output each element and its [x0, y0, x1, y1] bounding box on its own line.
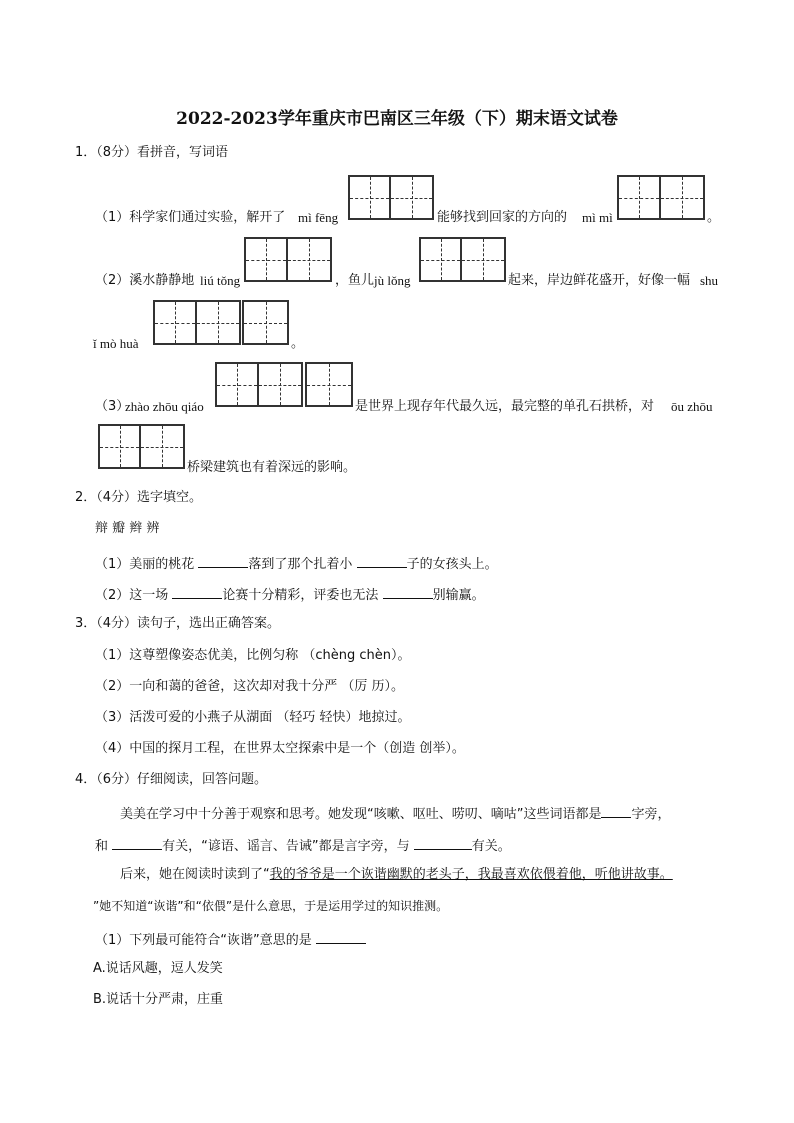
- question-4-header: 4．（6分）仔细阅读，回答问题。: [75, 772, 268, 787]
- q4-paragraph-2-line-2: ”她不知道“诙谐”和“依偎”是什么意思，于是运用学过的知识推测。: [93, 899, 449, 913]
- question-2-header: 2．（4分）选字填空。: [75, 490, 203, 505]
- q3-sentence-1: （1）这尊塑像姿态优美，比例匀称 （chèng chèn）。: [95, 648, 411, 663]
- answer-blank[interactable]: [601, 804, 631, 818]
- answer-blank[interactable]: [357, 554, 407, 568]
- q1-part3-pinyin-2: ōu zhōu: [671, 399, 713, 414]
- q1-part2-pinyin-1: liú tǒng: [200, 273, 241, 288]
- q3-sentence-2: （2）一向和蔼的爸爸，这次却对我十分严 （厉 历）。: [95, 679, 405, 694]
- q1-part2-text-b: ，鱼儿: [335, 273, 375, 288]
- q1-part1-text-a: （1）科学家们通过实验，解开了: [95, 210, 286, 225]
- q2-character-options: 辩 瓣 辫 辨: [95, 521, 160, 536]
- q1-part2-end: 。: [291, 336, 305, 351]
- writing-grid[interactable]: [348, 175, 434, 220]
- q1-part3-text-b: 是世界上现存年代最久远，最完整的单孔石拱桥，对: [355, 399, 655, 414]
- answer-blank[interactable]: [383, 585, 433, 599]
- q1-part1-end: 。: [707, 210, 721, 225]
- q3-sentence-4: （4）中国的探月工程，在世界太空探索中是一个（创造 创举）。: [95, 741, 465, 756]
- q2-sentence-2: （2）这一场 论赛十分精彩，评委也无法 别输赢。: [95, 585, 485, 604]
- question-1-header: 1．（8分）看拼音，写词语: [75, 145, 229, 160]
- question-3-header: 3．（4分）读句子，选出正确答案。: [75, 616, 281, 631]
- q1-part2-text-a: （2）溪水静静地: [95, 273, 195, 288]
- writing-grid[interactable]: [98, 424, 185, 469]
- q1-part2-pinyin-2: jù lǒng: [374, 273, 411, 288]
- writing-grid[interactable]: [305, 362, 353, 407]
- q4-paragraph-1-line-1: 美美在学习中十分善于观察和思考。她发现“咳嗽、呕吐、唠叨、嘀咕”这些词语都是 字旁，: [120, 804, 671, 823]
- q1-part3-text-a: （3）: [95, 399, 130, 414]
- writing-grid[interactable]: [244, 237, 332, 282]
- writing-grid[interactable]: [617, 175, 705, 220]
- answer-blank[interactable]: [172, 585, 222, 599]
- q1-part1-text-b: 能够找到回家的方向的: [437, 210, 568, 225]
- underlined-sentence: 我的爷爷是一个诙谐幽默的老头子，我最喜欢依偎着他，听他讲故事。: [269, 867, 673, 882]
- q1-part1-pinyin-1: mì fēng: [298, 210, 339, 225]
- writing-grid[interactable]: [242, 300, 289, 345]
- q1-part2-pinyin-3a: shu: [700, 273, 719, 288]
- q4-sub-question-1: （1）下列最可能符合“诙谐”意思的是: [95, 930, 366, 949]
- q4-paragraph-2-line-1: 后来，她在阅读时读到了“我的爷爷是一个诙谐幽默的老头子，我最喜欢依偎着他，听他讲故事。: [120, 867, 673, 882]
- answer-blank[interactable]: [198, 554, 248, 568]
- q1-part2-pinyin-3b: ǐ mò huà: [93, 336, 139, 351]
- answer-blank[interactable]: [112, 836, 162, 850]
- writing-grid[interactable]: [153, 300, 241, 345]
- q4-paragraph-1-line-2: 和 有关，“谚语、谣言、告诫”都是言字旁，与 有关。: [95, 836, 511, 855]
- page-title: 2022-2023学年重庆市巴南区三年级（下）期末语文试卷: [176, 109, 618, 129]
- q1-part3-text-c: 桥梁建筑也有着深远的影响。: [187, 460, 357, 475]
- q1-part1-pinyin-2: mì mì: [582, 210, 613, 225]
- answer-blank[interactable]: [316, 930, 366, 944]
- writing-grid[interactable]: [419, 237, 506, 282]
- q1-part2-text-c: 起来，岸边鲜花盛开，好像一幅: [508, 273, 691, 288]
- q1-part3-pinyin-1: zhào zhōu qiáo: [125, 399, 204, 414]
- answer-blank[interactable]: [414, 836, 472, 850]
- q3-sentence-3: （3）活泼可爱的小燕子从湖面 （轻巧 轻快）地掠过。: [95, 710, 411, 725]
- q2-sentence-1: （1）美丽的桃花 落到了那个扎着小 子的女孩头上。: [95, 554, 498, 573]
- writing-grid[interactable]: [215, 362, 303, 407]
- q4-option-b: B.说话十分严肃，庄重: [93, 992, 224, 1007]
- q4-option-a: A.说话风趣，逗人发笑: [93, 961, 223, 976]
